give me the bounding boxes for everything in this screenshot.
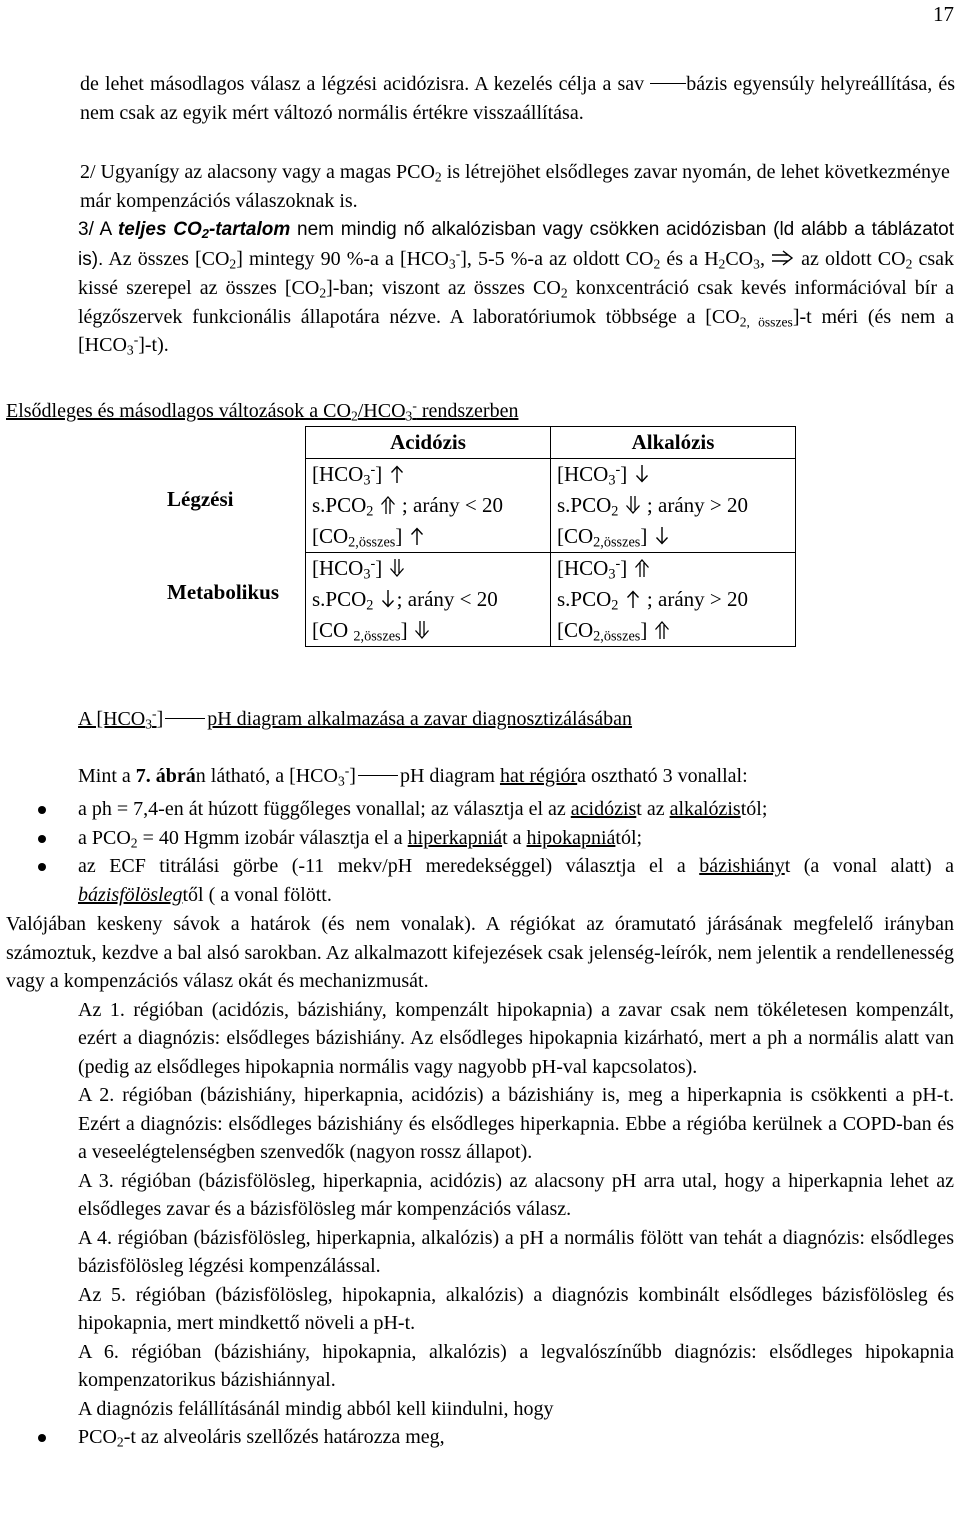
diagram-section-title: A $[HCO_3^-]$ pH diagram alkalmazása a zavar diagnosztizálásában xyxy=(78,706,633,732)
up-single-arrow-icon xyxy=(624,589,642,609)
bullet-list xyxy=(6,795,954,909)
table-title-a: Elsődleges és másodlagos változások a CO xyxy=(6,400,351,422)
p3-d: nem mindig nő alkalózisban vagy csökken acidózisban (ld alább a táblázatot is). xyxy=(78,219,954,270)
paragraph-region-1: Az 1. régióban (acidózis, bázishiány, kompenzált hipokapnia) a zavar csak nem tökéletesen kompenzált, ezért a diagnózis: elsődleges bázishiány. Az elsődleges hipokapnia kizárható, mert a ph a normális alatt van (pedig az elsődleges hipokapnia normális vagy nagyobb pH-val kapcsolatos). xyxy=(78,998,954,1078)
table-title-b: /HCO xyxy=(357,400,406,422)
sub: 3 xyxy=(448,255,456,271)
table-title xyxy=(6,397,954,426)
sub: 3 xyxy=(126,342,134,358)
p3-q: ]-t). xyxy=(138,334,169,356)
col-header-alkalosis: Alkalózis xyxy=(551,427,796,459)
p3-c: -tartalom xyxy=(208,219,291,240)
up-single-arrow-icon xyxy=(388,464,406,484)
up-double-arrow-icon xyxy=(653,620,671,640)
p3-i: CO xyxy=(725,247,754,270)
implies-arrow-icon xyxy=(771,248,795,268)
sub: 2 xyxy=(229,255,237,271)
paragraph-region-2: A 2. régióban (bázishiány, hiperkapnia, acidózis) a bázishiány is, meg a hiperkapnia is csökkenti a pH-t. Ezért a diagnózis: elsődleges bázishiány és elsődleges hiperkapnia. Ebbe a régióba kerülnek a COPD-ban és a veseelégtelenségben szenvedők (nagyon rossz állapot). xyxy=(78,1084,954,1163)
sub: 2 xyxy=(905,255,913,271)
sub: 3 xyxy=(405,408,413,424)
p1-line-a: de lehet másodlagos válasz a légzési acidózisra. A kezelés célja a sav xyxy=(80,73,645,95)
down-single-arrow-icon xyxy=(633,464,651,484)
paragraph-2 xyxy=(6,158,954,215)
p3-a: 3/ A xyxy=(78,219,118,240)
cell-resp-acid: $[HCO_3^-]$ $s.PCO_2$ ; arány < 20 $[CO_{2,összes}]$ xyxy=(306,459,551,553)
down-double-arrow-icon xyxy=(413,620,431,640)
down-double-arrow-icon xyxy=(624,495,642,515)
bullet-item-3: az ECF titrálási görbe (-11 mekv/pH meredekséggel) választja el a bázishiányt (a vonal alatt) a bázisfölöslegtől ( a vonal fölött. xyxy=(6,852,954,909)
paragraph-3 xyxy=(6,215,954,360)
p3-m: ]-ban; viszont az összes CO xyxy=(326,277,561,299)
p3-p: ]-t méri (és nem a [HCO xyxy=(78,305,954,356)
sub: 2 xyxy=(560,285,568,301)
up-double-arrow-icon xyxy=(633,558,651,578)
em-dash xyxy=(165,718,205,719)
up-single-arrow-icon xyxy=(408,526,426,546)
p2-a: 2/ Ugyanígy az alacsony vagy a magas PCO xyxy=(80,161,435,183)
paragraph-diagnosis-intro: A diagnózis felállításánál mindig abból kell kiindulni, hogy xyxy=(78,1397,554,1420)
p3-f: ] mintegy 90 %-a a [HCO xyxy=(236,247,449,270)
p3-l: csak kissé szerepel az összes [CO xyxy=(78,247,954,299)
body-paragraphs xyxy=(6,910,954,1452)
paragraph-region-4: A 4. régióban (bázisfölösleg, hiperkapnia, alkalózis) a pH a normális fölött van tehát a diagnózis: elsődleges bázisfölösleg légzési kompenzálással. xyxy=(78,1226,954,1277)
em-dash xyxy=(650,83,686,84)
p3-n: konxcentráció csak kevés információval bír a légzőszervek funkcionális állapotára nézve. A laboratóriumok többsége a [CO xyxy=(78,277,955,328)
sub: 2 xyxy=(350,408,358,424)
sub: 2, összes xyxy=(739,313,793,329)
sub: 2 xyxy=(434,169,442,185)
sub: 2 xyxy=(718,255,726,271)
paragraph-boundaries: Valójában keskeny sávok a határok (és nem vonalak). A régiókat az óramutató járásának megfelelő irányban számoztuk, kezdve a bal alsó sarokban. Az alkalmazott kifejezések csak jelenség-leírók, nem jelentik a rendellenesség vagy a kompenzációs válasz okát és mechanizmusát. xyxy=(6,913,954,992)
up-double-arrow-icon xyxy=(379,495,397,515)
p3-k: az oldott CO xyxy=(795,247,906,270)
down-single-arrow-icon xyxy=(379,589,397,609)
col-header-acidosis: Acidózis xyxy=(306,427,551,459)
acid-base-table xyxy=(305,426,796,647)
sup: - xyxy=(133,332,139,348)
p3-b: teljes CO xyxy=(117,219,202,240)
sup: - xyxy=(455,245,461,261)
paragraph-region-6: A 6. régióban (bázishiány, hipokapnia, alkalózis) a legvalószínűbb diagnózis: elsődleges hipokapnia kompenzatorikus bázishiánnyal. xyxy=(78,1340,954,1391)
page-number: 17 xyxy=(933,2,954,26)
sub: 3 xyxy=(753,255,760,271)
paragraph-region-5: Az 5. régióban (bázisfölösleg, hipokapnia, alkalózis) a diagnózis kombinált elsődleges bázisfölösleg és hipokapnia, mert mindkettő növeli a pH-t. xyxy=(78,1283,954,1334)
p2-b: is létrejöhet elsődleges zavar nyomán, de lehet következménye már kompenzációs válaszoknak is. xyxy=(80,161,950,212)
bullet-item-pco2: $PCO_2-t$ az alveoláris szellőzés határozza meg, xyxy=(6,1423,954,1452)
p3-j: , xyxy=(759,247,765,270)
sub: 2 xyxy=(201,226,209,242)
paragraph-region-3: A 3. régióban (bázisfölösleg, hiperkapnia, acidózis) az alacsony pH arra utal, hogy a hiperkapnia lehet az elsődleges zavar és a bázisfölösleg már kompenzációs válasz. xyxy=(78,1169,954,1220)
p3-g: ], 5-5 %-a az oldott CO xyxy=(460,247,654,270)
cell-met-acid: $[HCO_3^-]$ $s.PCO_2$ ; arány < 20 [CO $_{2,összes}$] xyxy=(306,553,551,647)
row-label-metabolic: Metabolikus xyxy=(167,580,280,604)
down-double-arrow-icon xyxy=(388,558,406,578)
p3-e: Az összes [CO xyxy=(103,247,230,270)
bullet-item-1: a ph = 7,4-en át húzott függőleges vonallal; az választja el az acidózist az alkalózistól; xyxy=(6,795,954,824)
sub: 2 xyxy=(653,255,661,271)
down-single-arrow-icon xyxy=(653,526,671,546)
diagram-intro: Mint a 7. ábrán látható, a $[HCO_3^-]$ pH diagram hat régióra osztható 3 vonallal: xyxy=(78,763,748,789)
sub: 2 xyxy=(319,285,327,301)
cell-met-alk: $[HCO_3^-]$ $s.PCO_2$ ; arány > 20 $[CO_{2,összes}]$ xyxy=(551,553,796,647)
paragraph-1 xyxy=(80,70,955,127)
em-dash xyxy=(358,775,398,776)
row-label-respiratory: Légzési xyxy=(167,487,234,511)
p3-h: és a H xyxy=(660,247,719,270)
cell-resp-alk: $[HCO_3^-]$ $s.PCO_2$ ; arány > 20 $[CO_{2,összes}]$ xyxy=(551,459,796,553)
bullet-item-2: a $PCO_2 = 40$ Hgmm izobár választja el a hiperkapniát a hipokapniától; xyxy=(6,824,954,853)
table-title-c: rendszerben xyxy=(416,400,519,422)
p1-line-b: bázis egyensúly helyreállítása, és nem csak az egyik mért változó normális értékre visszaállítása. xyxy=(80,73,956,124)
sup: - xyxy=(412,398,417,414)
